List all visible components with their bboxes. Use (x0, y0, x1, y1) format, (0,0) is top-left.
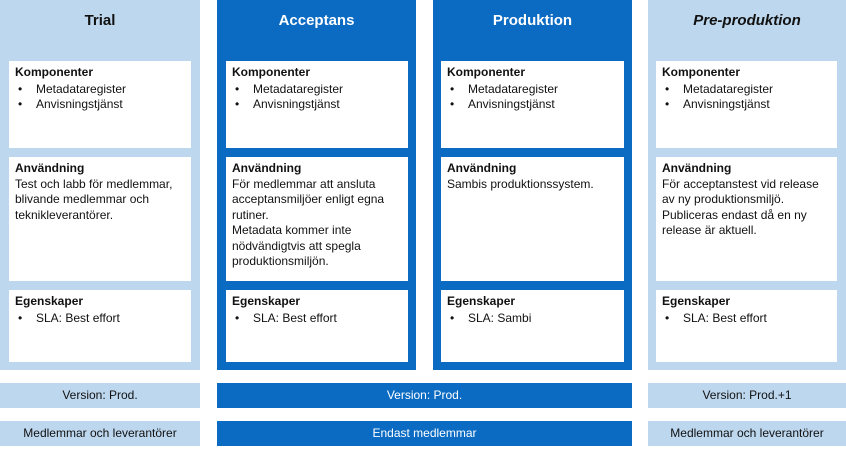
komponenter-heading: Komponenter (15, 65, 93, 79)
komponenter-heading: Komponenter (447, 65, 525, 79)
column-produktion (433, 0, 632, 370)
komponenter-box-trial (9, 61, 191, 148)
komponenter-heading: Komponenter (662, 65, 740, 79)
anvandning-text: För medlemmar att ansluta acceptansmiljöer enligt egna rutiner. (232, 176, 385, 222)
version-bar-trial: Version: Prod. (0, 383, 200, 408)
list-item: • Anvisningstjänst (447, 97, 618, 113)
egenskaper-heading: Egenskaper (15, 294, 84, 308)
list-item: • Metadataregister (662, 82, 831, 98)
version-bar-middle: Version: Prod. (217, 383, 632, 408)
egenskaper-heading: Egenskaper (662, 294, 731, 308)
egenskaper-box-preproduktion (656, 290, 837, 362)
column-title-produktion: Produktion (492, 12, 573, 29)
column-trial (0, 0, 200, 370)
egenskaper-heading: Egenskaper (232, 294, 301, 308)
komponenter-heading: Komponenter (232, 65, 310, 79)
list-item: • SLA: Best effort (662, 311, 831, 327)
access-bar-trial: Medlemmar och leverantörer (0, 421, 200, 446)
list-item: • SLA: Sambi (447, 311, 618, 327)
column-preproduktion (648, 0, 846, 370)
list-item: • Anvisningstjänst (15, 97, 185, 113)
list-item: • Metadataregister (447, 82, 618, 98)
column-acceptans (217, 0, 416, 370)
anvandning-heading: Användning (232, 161, 302, 175)
anvandning-text: Metadata kommer inte nödvändigtvis att spegla produktionsmiljön. (232, 223, 361, 268)
column-title-trial: Trial (84, 12, 116, 29)
anvandning-box-produktion (441, 157, 624, 281)
komponenter-box-preproduktion (656, 61, 837, 148)
egenskaper-box-trial (9, 290, 191, 362)
column-title-preproduktion: Pre-produktion (693, 12, 801, 29)
list-item: • Anvisningstjänst (662, 97, 831, 113)
anvandning-box-preproduktion (656, 157, 837, 281)
komponenter-box-acceptans (226, 61, 408, 148)
anvandning-text: För acceptanstest vid release av ny produktionsmiljö. Publiceras endast då en ny release är aktuell. (662, 176, 819, 237)
anvandning-text: Sambis produktionssystem. (447, 176, 594, 191)
list-item: • Anvisningstjänst (232, 97, 402, 113)
list-item: • Metadataregister (232, 82, 402, 98)
access-bar-middle: Endast medlemmar (217, 421, 632, 446)
egenskaper-heading: Egenskaper (447, 294, 516, 308)
komponenter-box-produktion (441, 61, 624, 148)
version-bar-preproduktion: Version: Prod.+1 (648, 383, 846, 408)
anvandning-heading: Användning (662, 161, 732, 175)
list-item: • Metadataregister (15, 82, 185, 98)
anvandning-box-trial (9, 157, 191, 281)
anvandning-heading: Användning (447, 161, 517, 175)
access-bar-preproduktion: Medlemmar och leverantörer (648, 421, 846, 446)
egenskaper-box-acceptans (226, 290, 408, 362)
anvandning-box-acceptans (226, 157, 408, 281)
anvandning-text: Test och labb för medlemmar, blivande medlemmar och teknikleverantörer. (15, 176, 173, 222)
list-item: • SLA: Best effort (15, 311, 185, 327)
list-item: • SLA: Best effort (232, 311, 402, 327)
anvandning-heading: Användning (15, 161, 85, 175)
column-title-acceptans: Acceptans (278, 12, 355, 29)
egenskaper-box-produktion (441, 290, 624, 362)
